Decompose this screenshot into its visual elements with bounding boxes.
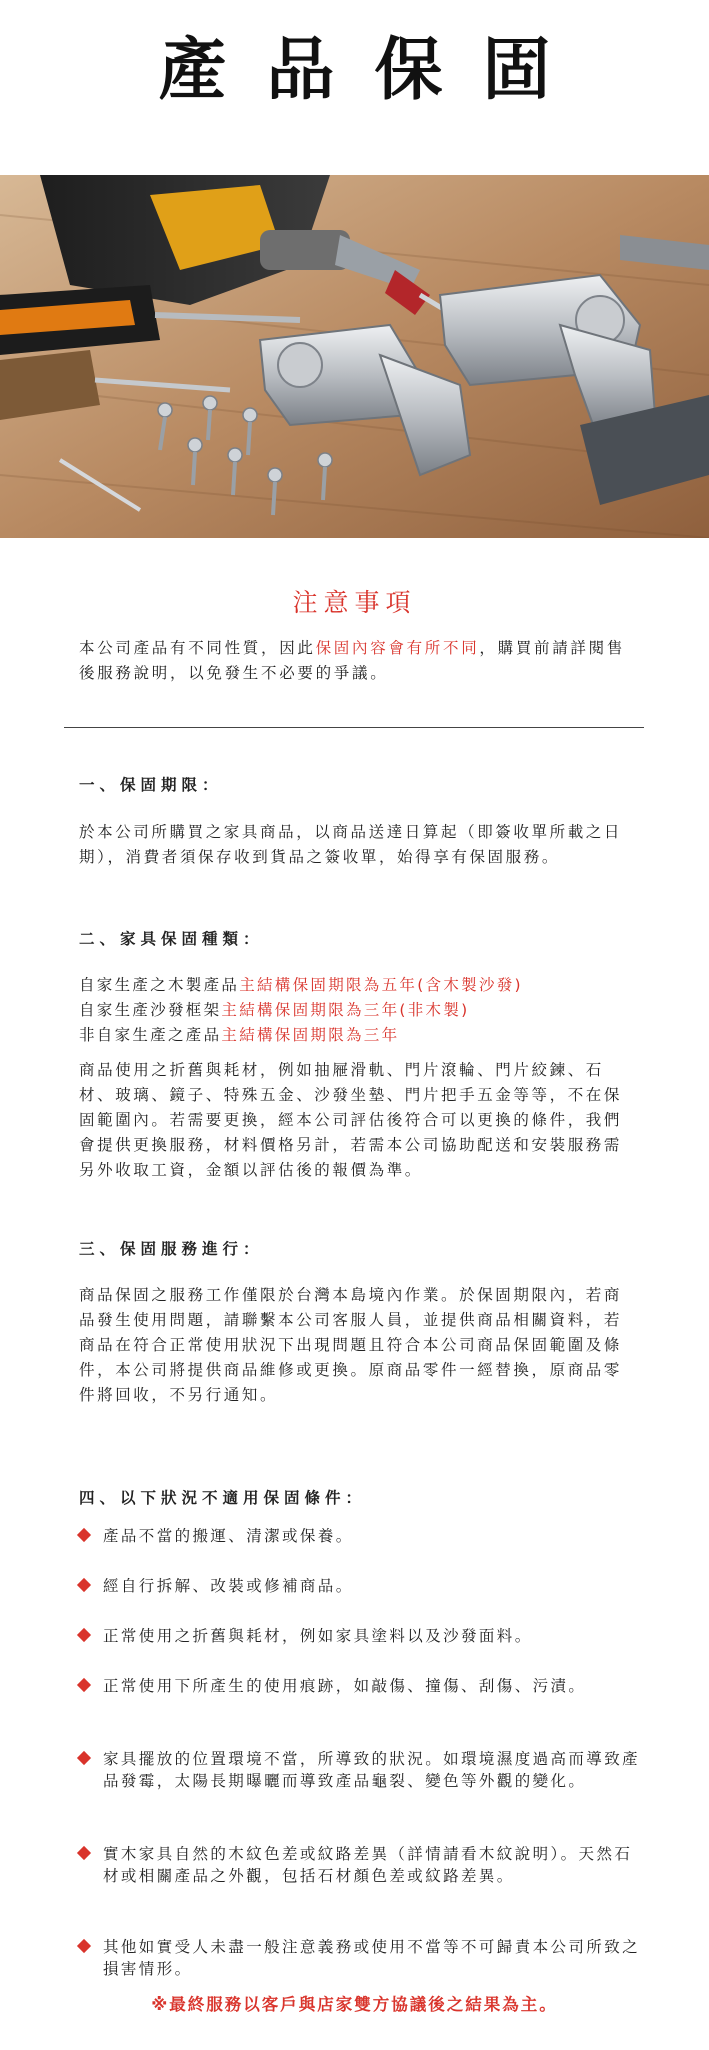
warranty-type-wood: 自家生產之木製產品主結構保固期限為五年(含木製沙發) bbox=[79, 976, 523, 994]
exclusion-item: 實木家具自然的木紋色差或紋路差異（詳情請看木紋說明）。天然石材或相關產品之外觀，包括石材顏色差或紋路差異。 bbox=[79, 1843, 649, 1887]
warranty-type-sofa-frame: 自家生產沙發框架主結構保固期限為三年(非木製) bbox=[79, 1001, 470, 1019]
warranty-type-list bbox=[79, 973, 639, 1048]
diamond-bullet-icon bbox=[77, 1846, 91, 1860]
section3-body: 商品保固之服務工作僅限於台灣本島境內作業。於保固期限內，若商品發生使用問題，請聯繫本公司客服人員，並提供商品相關資料，若商品在符合正常使用狀況下出現問題且符合本公司商品保固範圍及條件，本公司將提供商品維修或更換。原商品零件一經替換，原商品零件將回收，不另行通知。 bbox=[79, 1286, 623, 1404]
section2-heading: 二、家具保固種類： bbox=[79, 930, 264, 948]
exclusion-item: 其他如實受人未盡一般注意義務或使用不當等不可歸責本公司所致之損害情形。 bbox=[79, 1936, 649, 1980]
notice-title: 注意事項 bbox=[292, 588, 417, 617]
section-divider bbox=[64, 727, 644, 728]
exclusion-item: 產品不當的搬運、清潔或保養。 bbox=[79, 1525, 354, 1547]
diamond-bullet-icon bbox=[77, 1628, 91, 1642]
diamond-bullet-icon bbox=[77, 1939, 91, 1953]
section1-heading: 一、保固期限： bbox=[79, 776, 223, 794]
exclusion-item: 正常使用下所產生的使用痕跡，如敲傷、撞傷、刮傷、污漬。 bbox=[79, 1675, 586, 1697]
section3-heading: 三、保固服務進行： bbox=[79, 1240, 264, 1258]
diamond-bullet-icon bbox=[77, 1751, 91, 1765]
section2-body: 商品使用之折舊與耗材，例如抽屜滑軌、門片滾輪、門片絞鍊、石材、玻璃、鏡子、特殊五金、沙發坐墊、門片把手五金等等，不在保固範圍內。若需要更換，經本公司評估後符合可以更換的條件，我們會提供更換服務，材料價格另計，若需本公司協助配送和安裝服務需另外收取工資，金額以評估後的報價為準。 bbox=[79, 1061, 623, 1179]
section4-heading: 四、以下狀況不適用保固條件： bbox=[79, 1489, 367, 1507]
notice-highlight: 保固內容會有所不同 bbox=[315, 639, 480, 657]
footer-note: ※最終服務以客戶與店家雙方協議後之結果為主。 bbox=[151, 1995, 558, 2014]
diamond-bullet-icon bbox=[77, 1678, 91, 1692]
exclusion-item: 正常使用之折舊與耗材，例如家具塗料以及沙發面料。 bbox=[79, 1625, 533, 1647]
section1-body: 於本公司所購買之家具商品，以商品送達日算起（即簽收單所載之日期），消費者須保存收到貨品之簽收單，始得享有保固服務。 bbox=[79, 823, 623, 866]
diamond-bullet-icon bbox=[77, 1528, 91, 1542]
diamond-bullet-icon bbox=[77, 1578, 91, 1592]
hardware-photo-illustration bbox=[0, 175, 709, 538]
hero-image bbox=[0, 175, 709, 538]
notice-text: 本公司產品有不同性質，因此保固內容會有所不同，購買前請詳閱售後服務說明，以免發生不必要的爭議。 bbox=[79, 639, 626, 682]
page-title: 產品保固 bbox=[158, 31, 591, 110]
warranty-type-other: 非自家生產之產品主結構保固期限為三年 bbox=[79, 1026, 400, 1044]
exclusion-item: 家具擺放的位置環境不當，所導致的狀況。如環境濕度過高而導致產品發霉，太陽長期曝曬而導致產品龜裂、變色等外觀的變化。 bbox=[79, 1748, 649, 1792]
exclusion-item: 經自行拆解、改裝或修補商品。 bbox=[79, 1575, 354, 1597]
